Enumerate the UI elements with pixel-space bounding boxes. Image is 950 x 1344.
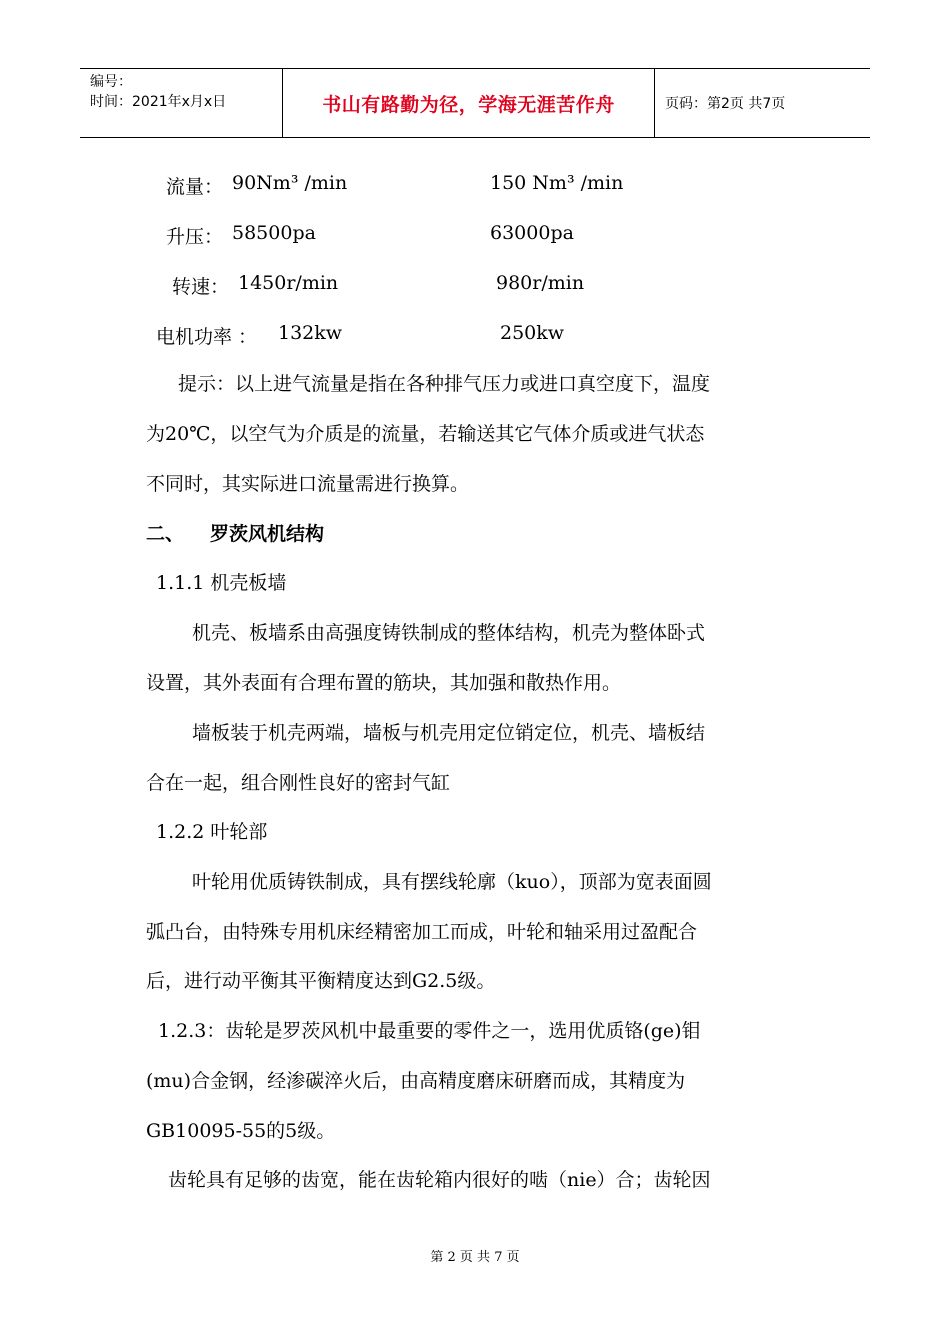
number-label: 编号： — [90, 74, 132, 90]
header-table — [80, 68, 870, 138]
subsection-1-1-1-title: 1.1.1 机壳板墙 — [156, 572, 287, 594]
spec-value-pressure-1: 58500pa — [232, 222, 316, 244]
gear-line-1: 1.2.3：齿轮是罗茨风机中最重要的零件之一，选用优质铬(ge)钼 — [158, 1020, 701, 1042]
header-page-info: 页码：第2页 共7页 — [665, 96, 786, 112]
casing-p1-line-1: 机壳、板墙系由高强度铸铁制成的整体结构，机壳为整体卧式 — [192, 622, 706, 644]
spec-value-pressure-2: 63000pa — [490, 222, 574, 244]
section-number: 二、 — [146, 523, 185, 545]
spec-value-speed-1: 1450r/min — [238, 272, 339, 294]
spec-label-flow: 流量： — [166, 176, 224, 198]
spec-value-speed-2: 980r/min — [496, 272, 585, 294]
tip-line-2: 为20℃，以空气为介质是的流量，若输送其它气体介质或进气状态 — [146, 423, 705, 445]
impeller-line-3: 后，进行动平衡其平衡精度达到G2.5级。 — [146, 970, 496, 992]
page-footer: 第 2 页 共 7 页 — [430, 1250, 520, 1265]
subsection-1-2-2-title: 1.2.2 叶轮部 — [156, 821, 268, 843]
spec-value-flow-1: 90Nm³ /min — [232, 172, 348, 194]
casing-p2-line-1: 墙板装于机壳两端，墙板与机壳用定位销定位，机壳、墙板结 — [192, 722, 706, 744]
time-label: 时间：2021年x月x日 — [90, 94, 227, 110]
gear-line-3: GB10095-55的5级。 — [146, 1120, 336, 1142]
tip-line-3: 不同时，其实际进口流量需进行换算。 — [146, 473, 470, 495]
spec-value-motor-1: 132kw — [278, 322, 343, 344]
spec-label-motor: 电机功率 ： — [156, 326, 258, 348]
header-motto: 书山有路勤为径，学海无涯苦作舟 — [282, 69, 655, 137]
header-left-cell — [80, 69, 282, 137]
gear-line-2: (mu)合金钢，经渗碳淬火后，由高精度磨床研磨而成，其精度为 — [146, 1070, 686, 1092]
impeller-line-2: 弧凸台，由特殊专用机床经精密加工而成，叶轮和轴采用过盈配合 — [146, 921, 698, 943]
tip-line-1: 提示：以上进气流量是指在各种排气压力或进口真空度下，温度 — [178, 373, 711, 395]
gear2-line-1: 齿轮具有足够的齿宽，能在齿轮箱内很好的啮（nie）合；齿轮因 — [168, 1169, 711, 1191]
impeller-line-1: 叶轮用优质铸铁制成，具有摆线轮廓（kuo），顶部为宽表面圆 — [192, 871, 712, 893]
spec-value-motor-2: 250kw — [500, 322, 565, 344]
spec-label-pressure: 升压： — [166, 226, 224, 248]
spec-label-speed: 转速： — [172, 276, 230, 298]
spec-value-flow-2: 150 Nm³ /min — [490, 172, 624, 194]
section-title: 罗茨风机结构 — [210, 523, 325, 545]
casing-p1-line-2: 设置，其外表面有合理布置的筋块，其加强和散热作用。 — [146, 672, 622, 694]
casing-p2-line-2: 合在一起，组合刚性良好的密封气缸 — [146, 772, 451, 794]
